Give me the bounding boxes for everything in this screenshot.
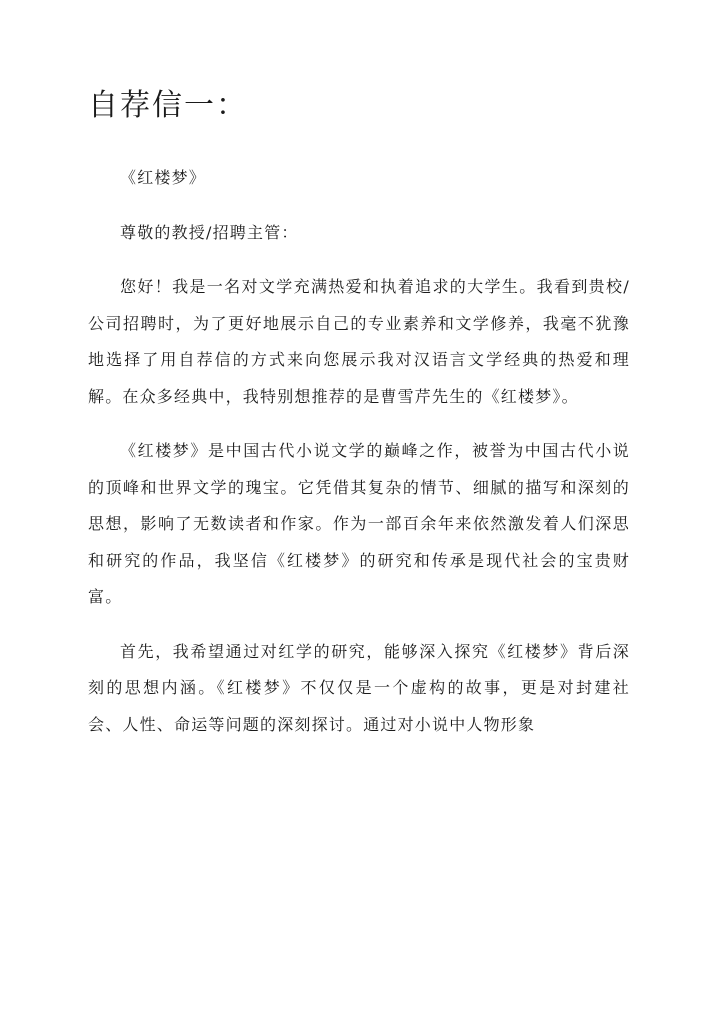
document-page (88, 80, 630, 761)
paragraph-salutation: 尊敬的教授/招聘主管： (120, 222, 299, 242)
paragraph-research-intent: 首先，我希望通过对红学的研究，能够深入探究《红楼梦》背后深刻的思想内涵。《红楼梦》不仅仅是一个虚构的故事，更是对封建社会、人性、命运等问题的深刻探讨。通过对小说中人物形象 (88, 641, 630, 734)
paragraph-introduction: 您好！我是一名对文学充满热爱和执着追求的大学生。我看到贵校/公司招聘时，为了更好地展示自己的专业素养和文学修养，我毫不犹豫地选择了用自荐信的方式来向您展示我对汉语言文学经典的热爱和理解。在众多经典中，我特别想推荐的是曹雪芹先生的《红楼梦》。 (88, 277, 630, 406)
paragraph-book-overview: 《红楼梦》是中国古代小说文学的巅峰之作，被誉为中国古代小说的顶峰和世界文学的瑰宝。它凭借其复杂的情节、细腻的描写和深刻的思想，影响了无数读者和作家。作为一部百余年来依然激发着人们深思和研究的作品，我坚信《红楼梦》的研究和传承是现代社会的宝贵财富。 (88, 441, 630, 606)
paragraph-book-title: 《红楼梦》 (120, 168, 207, 187)
document-title: 自荐信一： (88, 88, 248, 123)
